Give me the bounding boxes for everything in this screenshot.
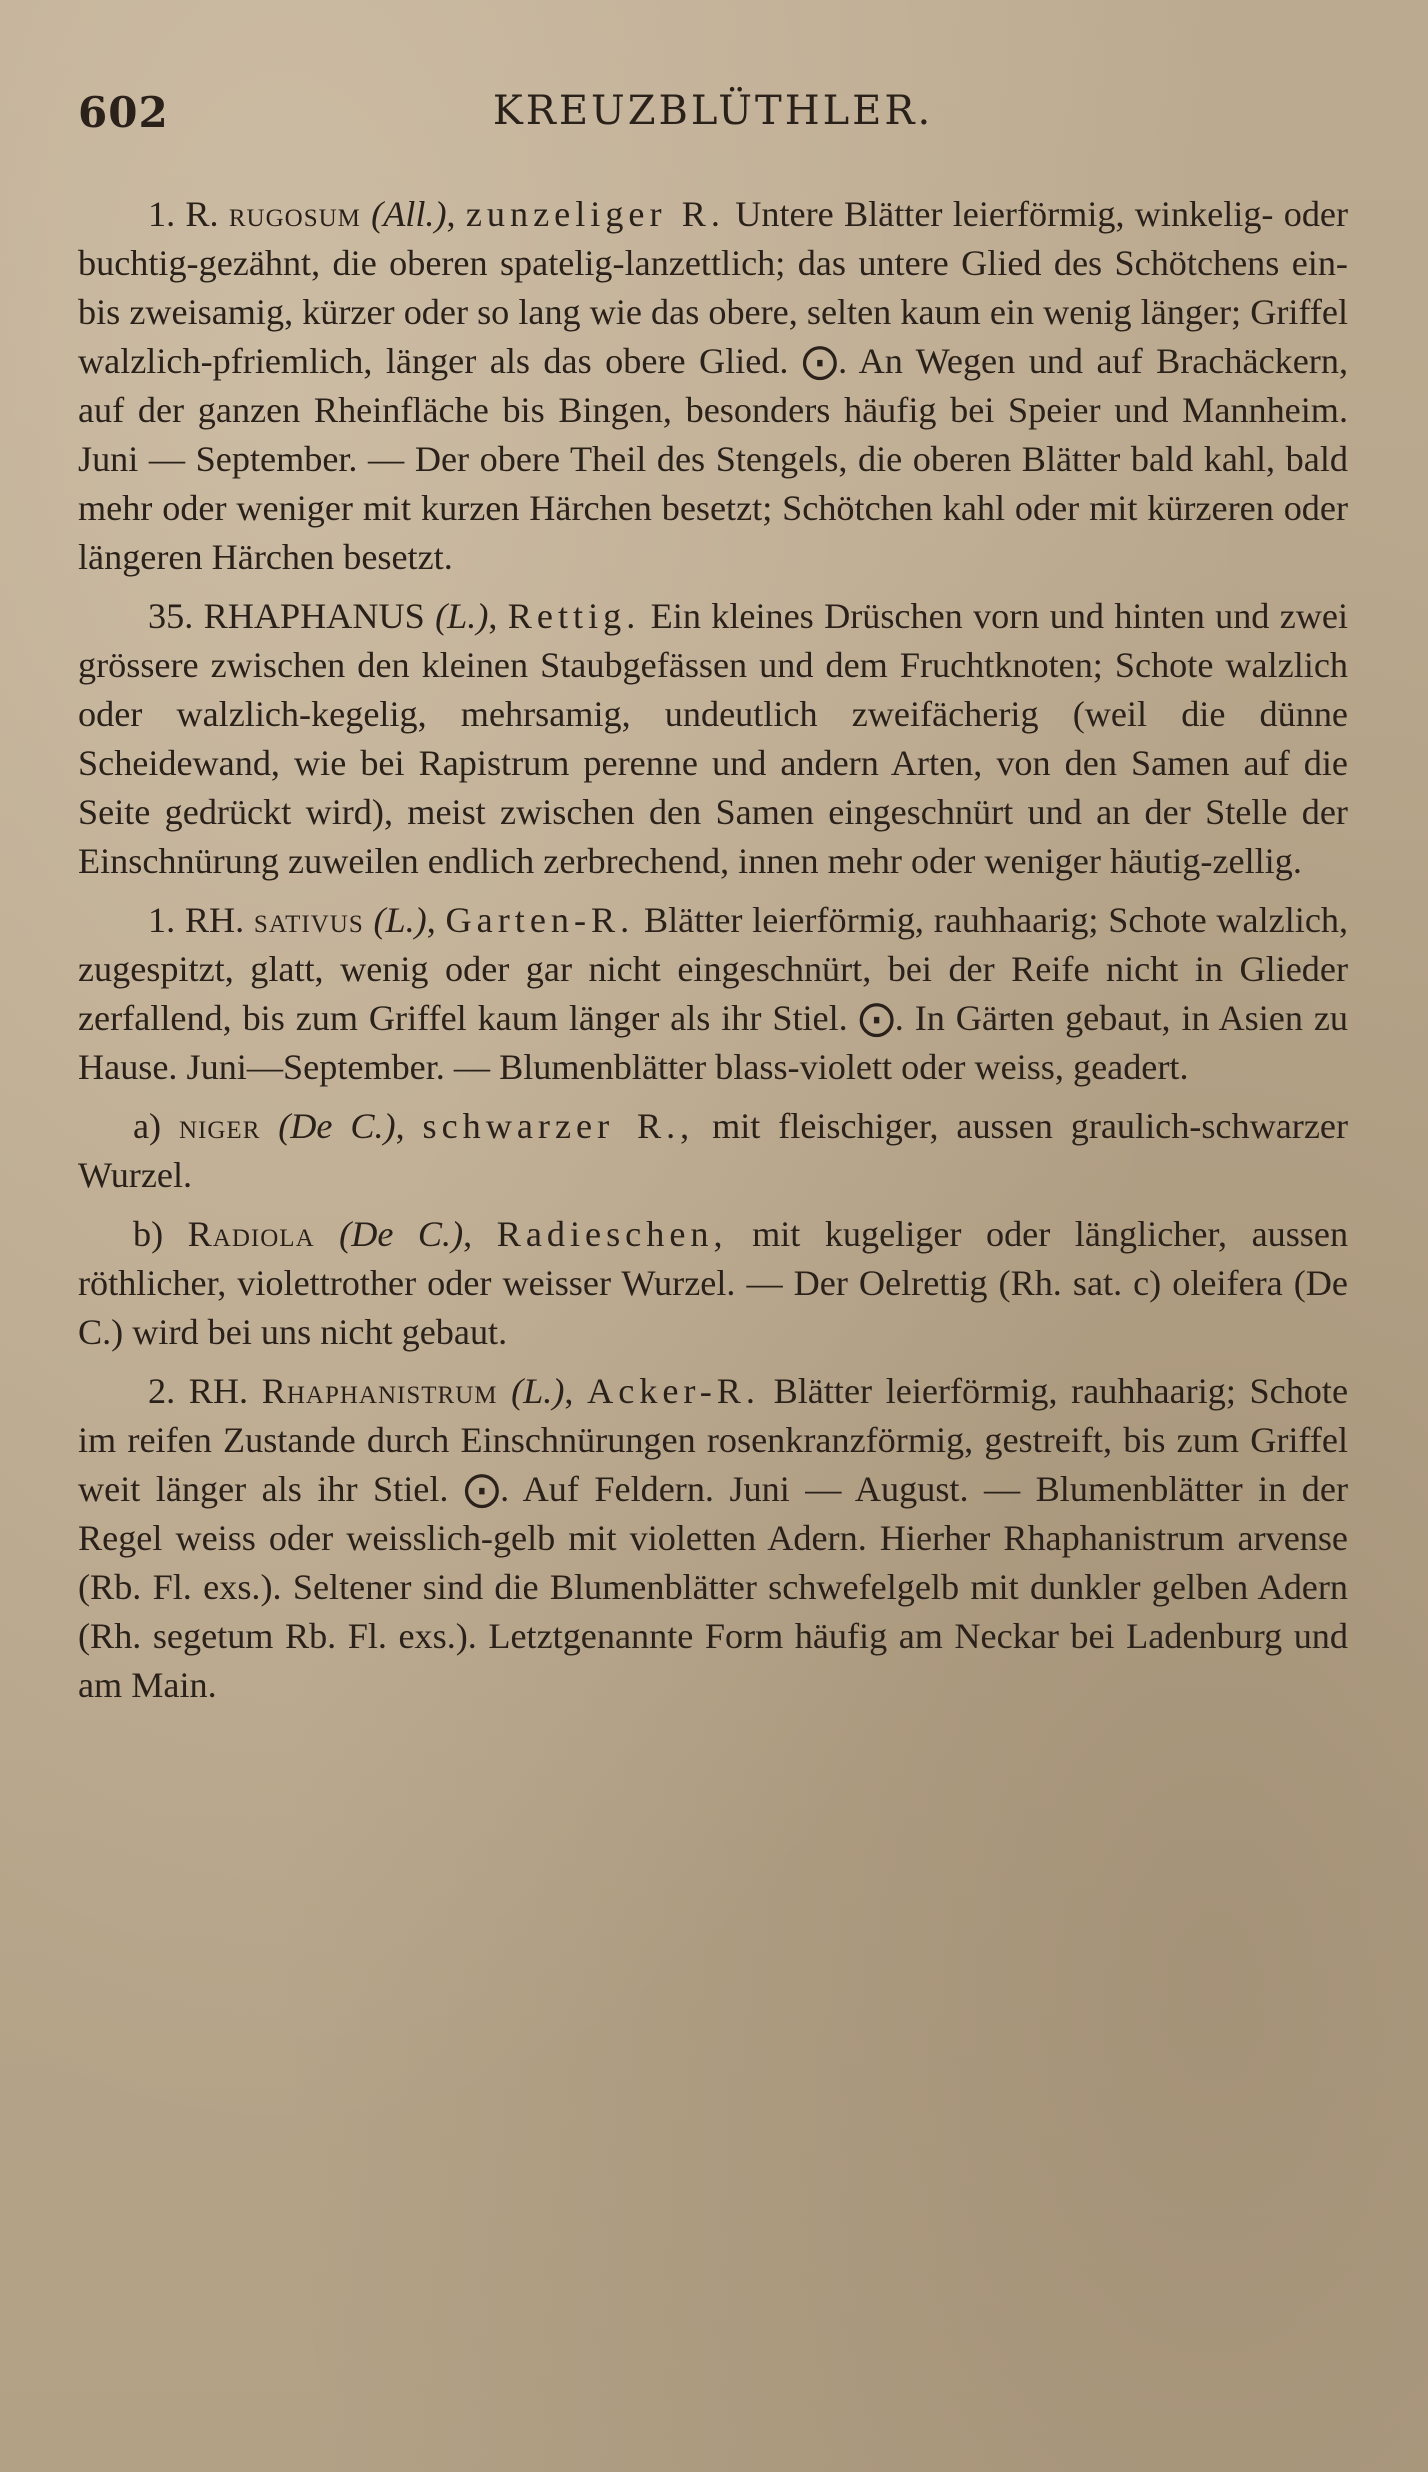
variety-letter: a) <box>133 1106 162 1146</box>
description: Blätter leierförmig, rauhhaarig; Schote walzlich, zugespitzt, glatt, wenig oder gar nicht eingeschnürt, bei der Reife nicht in Glieder zerfallend, bis zum Griffel kaum länger als ihr Stiel. ⨀. In Gärten gebaut, in Asien zu Hause. Juni—September. — Blumenblätter blass-violett oder weiss, geadert. <box>78 900 1349 1087</box>
variety-name: Radiola <box>187 1214 315 1254</box>
authority: (De C.) <box>278 1106 396 1146</box>
authority: (L.) <box>373 900 427 940</box>
page-body <box>78 190 1348 1710</box>
common-name: Acker-R. <box>587 1371 760 1411</box>
common-name: Radieschen, <box>496 1214 728 1254</box>
species-name: sativus <box>253 900 364 940</box>
entry-number: 1. R. <box>148 194 219 234</box>
entry-r-rugosum: 1. R. rugosum (All.), zunzeliger R. Untere Blätter leierförmig, winkelig- oder buchtig-gezähnt, die oberen spatelig-lanzettlich; das untere Glied des Schötchens ein- bis zweisamig, kürzer oder so lang wie das obere, selten kaum ein wenig länger; Griffel walzlich-pfriemlich, länger als das obere Glied. ⨀. An Wegen und auf Brachäckern, auf der ganzen Rheinfläche bis Bingen, besonders häufig bei Speier und Mannheim. Juni — September. — Der obere Theil des Stengels, die oberen Blätter bald kahl, bald mehr oder weniger mit kurzen Härchen besetzt; Schötchen kahl oder mit kürzeren oder längeren Härchen besetzt. <box>78 194 1349 577</box>
book-page <box>78 88 1348 1720</box>
common-name: schwarzer R., <box>422 1106 695 1146</box>
variety-name: niger <box>178 1106 261 1146</box>
species-name: rugosum <box>228 194 361 234</box>
description: mit kugeliger oder länglicher, aussen röthlicher, violettrother oder weisser Wurzel. — Der Oelrettig (Rh. sat. c) oleifera (De C.) wird bei uns nicht gebaut. <box>78 1214 1349 1352</box>
genus-number: 35. <box>148 596 194 636</box>
description: Ein kleines Drüschen vorn und hinten und zwei grössere zwischen den kleinen Staubgefässen und dem Fruchtknoten; Schote walzlich oder walzlich-kegelig, mehrsamig, undeutlich zweifächerig (weil die dünne Scheidewand, wie bei Rapistrum perenne und andern Arten, von den Samen auf die Seite gedrückt wird), meist zwischen den Samen eingeschnürt und an der Stelle der Einschnürung zuweilen endlich zerbrechend, innen mehr oder weniger häutig-zellig. <box>78 596 1349 881</box>
entry-rh-rhaphanistrum: 2. RH. Rhaphanistrum (L.), Acker-R. Blätter leierförmig, rauhhaarig; Schote im reifen Zustande durch Einschnürungen rosenkranzförmig, gestreift, bis zum Griffel weit länger als ihr Stiel. ⨀. Auf Feldern. Juni — August. — Blumenblätter in der Regel weiss oder weisslich-gelb mit violetten Adern. Hierher Rhaphanistrum arvense (Rb. Fl. exs.). Seltener sind die Blumenblätter schwefelgelb mit dunkler gelben Adern (Rh. segetum Rb. Fl. exs.). Letztgenannte Form häufig am Neckar bei Ladenburg und am Main. <box>78 1371 1349 1705</box>
description: Untere Blätter leierförmig, winkelig- oder buchtig-gezähnt, die oberen spatelig-lanzettlich; das untere Glied des Schötchens ein- bis zweisamig, kürzer oder so lang wie das obere, selten kaum ein wenig länger; Griffel walzlich-pfriemlich, länger als das obere Glied. ⨀. An Wegen und auf Brachäckern, auf der ganzen Rheinfläche bis Bingen, besonders häufig bei Speier und Mannheim. Juni — September. — Der obere Theil des Stengels, die oberen Blätter bald kahl, bald mehr oder weniger mit kurzen Härchen besetzt; Schötchen kahl oder mit kürzeren oder längeren Härchen besetzt. <box>78 194 1349 577</box>
description: Blätter leierförmig, rauhhaarig; Schote im reifen Zustande durch Einschnürungen rosenkranzförmig, gestreift, bis zum Griffel weit länger als ihr Stiel. ⨀. Auf Feldern. Juni — August. — Blumenblätter in der Regel weiss oder weisslich-gelb mit violetten Adern. Hierher Rhaphanistrum arvense (Rb. Fl. exs.). Seltener sind die Blumenblätter schwefelgelb mit dunkler gelben Adern (Rh. segetum Rb. Fl. exs.). Letztgenannte Form häufig am Neckar bei Ladenburg und am Main. <box>78 1371 1349 1705</box>
common-name: Garten-R. <box>445 900 635 940</box>
authority: (De C.) <box>339 1214 464 1254</box>
authority: (L.) <box>435 596 489 636</box>
page-header <box>78 88 1348 148</box>
variety-letter: b) <box>133 1214 164 1254</box>
authority: (All.) <box>371 194 447 234</box>
entry-number: 2. RH. <box>148 1371 249 1411</box>
genus-name: RHAPHANUS <box>203 596 425 636</box>
common-name: Rettig. <box>507 596 641 636</box>
running-head: KREUZBLÜTHLER. <box>492 88 934 134</box>
entry-var-radiola: b) Radiola (De C.), Radieschen, mit kugeliger oder länglicher, aussen röthlicher, violettrother oder weisser Wurzel. — Der Oelrettig (Rh. sat. c) oleifera (De C.) wird bei uns nicht gebaut. <box>78 1214 1349 1352</box>
entry-number: 1. RH. <box>148 900 245 940</box>
entry-var-niger: a) niger (De C.), schwarzer R., mit fleischiger, aussen graulich-schwarzer Wurzel. <box>78 1106 1348 1195</box>
authority: (L.) <box>511 1371 565 1411</box>
entry-rh-sativus: 1. RH. sativus (L.), Garten-R. Blätter leierförmig, rauhhaarig; Schote walzlich, zugespitzt, glatt, wenig oder gar nicht eingeschnürt, bei der Reife nicht in Glieder zerfallend, bis zum Griffel kaum länger als ihr Stiel. ⨀. In Gärten gebaut, in Asien zu Hause. Juni—September. — Blumenblätter blass-violett oder weiss, geadert. <box>78 900 1349 1087</box>
common-name: zunzeliger R. <box>465 194 725 234</box>
entry-rhaphanus: 35. RHAPHANUS (L.), Rettig. Ein kleines Drüschen vorn und hinten und zwei grössere zwischen den kleinen Staubgefässen und dem Fruchtknoten; Schote walzlich oder walzlich-kegelig, mehrsamig, undeutlich zweifächerig (weil die dünne Scheidewand, wie bei Rapistrum perenne und andern Arten, von den Samen auf die Seite gedrückt wird), meist zwischen den Samen eingeschnürt und an der Stelle der Einschnürung zuweilen endlich zerbrechend, innen mehr oder weniger häutig-zellig. <box>78 596 1349 881</box>
species-name: Rhaphanistrum <box>261 1371 498 1411</box>
page-number: 602 <box>78 88 169 137</box>
description: mit fleischiger, aussen graulich-schwarzer Wurzel. <box>78 1106 1348 1195</box>
